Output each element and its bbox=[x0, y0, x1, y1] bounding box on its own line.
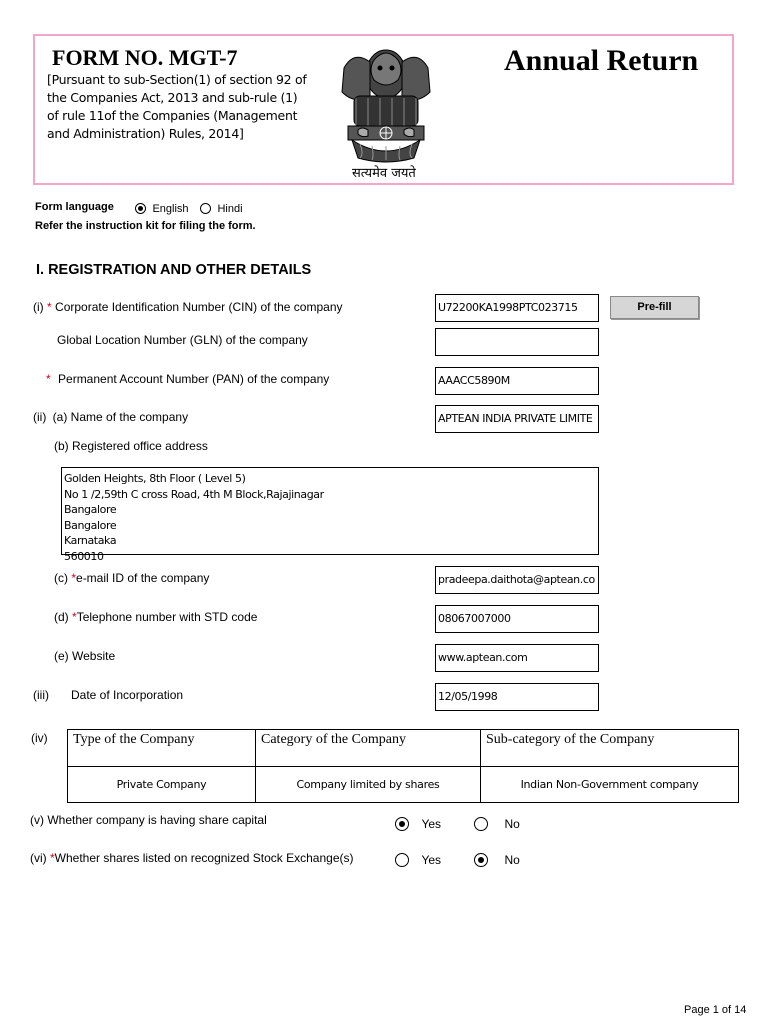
emblem-motto: सत्यमेव जयते bbox=[352, 166, 416, 181]
address-line: No 1 /2,59th C cross Road, 4th M Block,Rajajinagar bbox=[64, 487, 324, 501]
pan-label-text: Permanent Account Number (PAN) of the company bbox=[58, 372, 330, 386]
address-line: Bangalore bbox=[64, 503, 117, 516]
pan-label bbox=[46, 372, 329, 386]
listed-yes-option[interactable] bbox=[395, 851, 441, 869]
table-header-category: Category of the Company bbox=[256, 730, 481, 767]
company-category-cell: Company limited by shares bbox=[256, 767, 481, 803]
name-label-text: (a) Name of the company bbox=[52, 410, 189, 424]
radio-listed-yes[interactable] bbox=[395, 853, 409, 867]
incorporation-label: Date of Incorporation bbox=[71, 688, 184, 702]
address-line: Karnataka bbox=[64, 534, 117, 547]
telephone-field[interactable]: 08067007000 bbox=[435, 605, 599, 633]
required-marker: * bbox=[46, 372, 51, 386]
language-hindi-label: Hindi bbox=[217, 202, 243, 215]
radio-english[interactable] bbox=[135, 203, 146, 214]
address-field[interactable] bbox=[61, 467, 599, 563]
instruction-kit-note: Refer the instruction kit for filing the form. bbox=[35, 220, 256, 232]
company-name-field[interactable]: APTEAN INDIA PRIVATE LIMITE bbox=[435, 405, 599, 433]
page-number: Page 1 of 14 bbox=[684, 1004, 747, 1016]
language-hindi-option[interactable] bbox=[200, 200, 243, 218]
table-header-type: Type of the Company bbox=[68, 730, 256, 767]
email-field[interactable]: pradeepa.daithota@aptean.co bbox=[435, 566, 599, 594]
address-line: Bangalore bbox=[64, 518, 117, 532]
no-label: No bbox=[504, 816, 520, 831]
address-line: Golden Heights, 8th Floor ( Level 5) bbox=[64, 472, 246, 485]
radio-share-capital-yes[interactable] bbox=[395, 817, 409, 831]
radio-hindi[interactable] bbox=[200, 203, 211, 214]
section-title: I. REGISTRATION AND OTHER DETAILS bbox=[36, 262, 312, 278]
company-name-label bbox=[33, 410, 188, 424]
form-number: FORM NO. MGT-7 bbox=[52, 45, 238, 70]
required-marker: * bbox=[72, 610, 77, 624]
language-english-option[interactable] bbox=[135, 200, 189, 218]
table-header-subcategory: Sub-category of the Company bbox=[481, 730, 739, 767]
phone-prefix: (d) bbox=[54, 610, 69, 624]
required-marker: * bbox=[71, 571, 77, 585]
address-line: 560010 bbox=[64, 549, 104, 563]
listed-question bbox=[30, 851, 354, 865]
required-marker: * bbox=[50, 851, 55, 865]
incorporation-date-field[interactable]: 12/05/1998 bbox=[435, 683, 599, 711]
address-label: (b) Registered office address bbox=[54, 439, 208, 453]
cin-label bbox=[33, 300, 343, 314]
table-header-row bbox=[68, 730, 739, 767]
required-marker: * bbox=[47, 300, 52, 314]
name-prefix: (ii) bbox=[33, 410, 47, 424]
share-capital-question: (v) Whether company is having share capital bbox=[30, 813, 267, 827]
yes-label: Yes bbox=[421, 852, 442, 867]
radio-share-capital-no[interactable] bbox=[474, 817, 488, 831]
form-language-label: Form language bbox=[35, 201, 114, 213]
incorporation-prefix: (iii) bbox=[33, 688, 49, 702]
share-capital-no-option[interactable] bbox=[474, 815, 520, 833]
listed-prefix: (vi) bbox=[30, 851, 50, 865]
gln-field[interactable] bbox=[435, 328, 599, 356]
phone-label-text: Telephone number with STD code bbox=[76, 610, 258, 624]
email-label-text: e-mail ID of the company bbox=[76, 571, 210, 585]
listed-no-option[interactable] bbox=[474, 851, 520, 869]
website-label: (e) Website bbox=[54, 649, 116, 663]
radio-listed-no[interactable] bbox=[474, 853, 488, 867]
cin-field[interactable]: U72200KA1998PTC023715 bbox=[435, 294, 599, 322]
email-prefix: (c) bbox=[54, 571, 68, 585]
company-subcategory-cell: Indian Non-Government company bbox=[481, 767, 739, 803]
website-field[interactable]: www.aptean.com bbox=[435, 644, 599, 672]
share-capital-yes-option[interactable] bbox=[395, 815, 441, 833]
form-title: Annual Return bbox=[504, 44, 699, 77]
pursuant-text: [Pursuant to sub-Section(1) of section 92 of the Companies Act, 2013 and sub-rule (1) of rule 11of the Companies (Management and Administration) Rules, 2014] bbox=[47, 72, 307, 141]
pan-field[interactable]: AAACC5890M bbox=[435, 367, 599, 395]
cin-prefix: (i) bbox=[33, 300, 44, 314]
company-type-table bbox=[67, 729, 739, 803]
company-type-prefix: (iv) bbox=[31, 731, 48, 745]
listed-label-text: Whether shares listed on recognized Stock Exchange(s) bbox=[54, 851, 354, 865]
telephone-label bbox=[54, 610, 257, 624]
prefill-button[interactable]: Pre-fill bbox=[610, 296, 699, 319]
no-label: No bbox=[504, 852, 520, 867]
email-label bbox=[54, 571, 209, 585]
cin-label-text: Corporate Identification Number (CIN) of the company bbox=[55, 300, 343, 314]
company-type-cell: Private Company bbox=[68, 767, 256, 803]
table-row bbox=[68, 767, 739, 803]
yes-label: Yes bbox=[421, 816, 442, 831]
gln-label: Global Location Number (GLN) of the company bbox=[57, 333, 308, 347]
language-english-label: English bbox=[152, 202, 189, 215]
